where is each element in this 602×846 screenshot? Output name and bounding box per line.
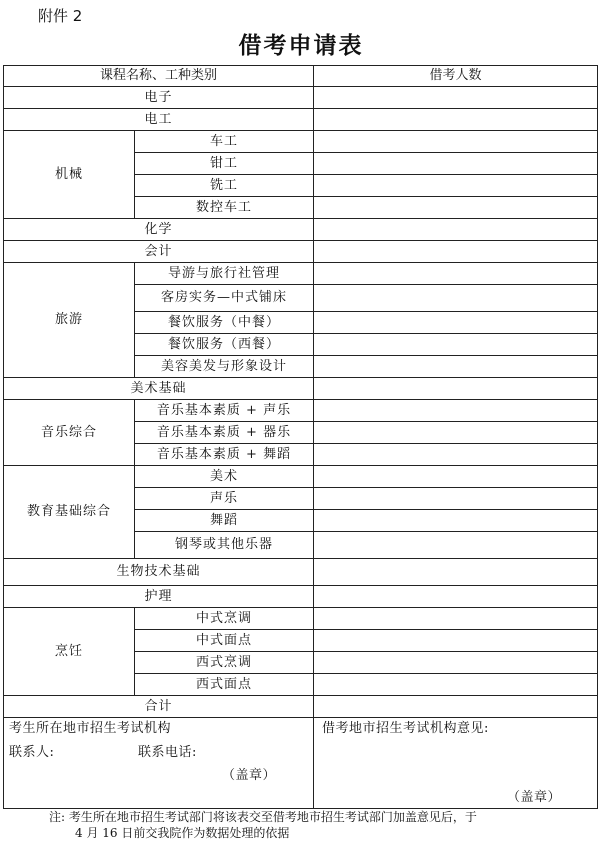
- count-cell[interactable]: [314, 263, 598, 285]
- header-count: 借考人数: [314, 66, 598, 87]
- count-cell[interactable]: [314, 87, 598, 109]
- subcourse-cell: 钳工: [135, 153, 314, 175]
- footnote: [49, 809, 589, 841]
- course-cell: 会计: [4, 241, 314, 263]
- course-cell: 美术基础: [4, 378, 314, 400]
- count-cell[interactable]: [314, 559, 598, 586]
- subcourse-cell: 餐饮服务（西餐）: [135, 334, 314, 356]
- subcourse-cell: 中式面点: [135, 630, 314, 652]
- count-cell[interactable]: [314, 153, 598, 175]
- subcourse-cell: 声乐: [135, 488, 314, 510]
- table-row: [4, 87, 598, 109]
- subcourse-cell: 餐饮服务（中餐）: [135, 312, 314, 334]
- course-cell: 护理: [4, 586, 314, 608]
- count-cell[interactable]: [314, 219, 598, 241]
- count-cell[interactable]: [314, 444, 598, 466]
- group-cell-jixie: 机械: [4, 131, 135, 219]
- subcourse-cell: 美术: [135, 466, 314, 488]
- count-cell[interactable]: [314, 312, 598, 334]
- count-cell[interactable]: [314, 652, 598, 674]
- count-cell[interactable]: [314, 400, 598, 422]
- stamp-right: （盖章）: [507, 790, 562, 805]
- subcourse-cell: 音乐基本素质 + 声乐: [135, 400, 314, 422]
- subcourse-cell: 西式面点: [135, 674, 314, 696]
- count-cell[interactable]: [314, 608, 598, 630]
- footnote-line1: 注: 考生所在地市招生考试部门将该表交至借考地市招生考试部门加盖意见后，于: [49, 810, 477, 824]
- group-cell-pengren: 烹饪: [4, 608, 135, 696]
- attachment-label: 附件 2: [38, 7, 83, 25]
- count-cell[interactable]: [314, 334, 598, 356]
- total-count-cell[interactable]: [314, 696, 598, 718]
- stamp-left: （盖章）: [222, 768, 277, 783]
- phone-label: 联系电话:: [138, 745, 197, 760]
- table-row: [4, 241, 598, 263]
- subcourse-cell: 车工: [135, 131, 314, 153]
- total-label: 合计: [4, 696, 314, 718]
- count-cell[interactable]: [314, 175, 598, 197]
- table-row: [4, 131, 598, 153]
- subcourse-cell: 西式烹调: [135, 652, 314, 674]
- subcourse-cell: 客房实务—中式铺床: [135, 285, 314, 312]
- group-cell-yinyue: 音乐综合: [4, 400, 135, 466]
- course-cell: 生物技术基础: [4, 559, 314, 586]
- footnote-line2: 4 月 16 日前交我院作为数据处理的依据: [75, 826, 290, 840]
- origin-agency-label: 考生所在地市招生考试机构: [9, 721, 172, 736]
- table-row: [4, 586, 598, 608]
- count-cell[interactable]: [314, 466, 598, 488]
- subcourse-cell: 数控车工: [135, 197, 314, 219]
- subcourse-cell: 铣工: [135, 175, 314, 197]
- table-row: [4, 263, 598, 285]
- subcourse-cell: 导游与旅行社管理: [135, 263, 314, 285]
- header-course: 课程名称、工种类别: [4, 66, 314, 87]
- table-row: [4, 378, 598, 400]
- origin-agency-cell[interactable]: [4, 718, 314, 809]
- count-cell[interactable]: [314, 532, 598, 559]
- subcourse-cell: 美容美发与形象设计: [135, 356, 314, 378]
- course-cell: 电工: [4, 109, 314, 131]
- table-row: [4, 219, 598, 241]
- count-cell[interactable]: [314, 630, 598, 652]
- subcourse-cell: 音乐基本素质 + 器乐: [135, 422, 314, 444]
- group-cell-jiaoyu: 教育基础综合: [4, 466, 135, 559]
- count-cell[interactable]: [314, 285, 598, 312]
- count-cell[interactable]: [314, 674, 598, 696]
- count-cell[interactable]: [314, 356, 598, 378]
- table-row: [4, 559, 598, 586]
- count-cell[interactable]: [314, 586, 598, 608]
- course-cell: 电子: [4, 87, 314, 109]
- course-cell: 化学: [4, 219, 314, 241]
- table-row: [4, 466, 598, 488]
- count-cell[interactable]: [314, 378, 598, 400]
- count-cell[interactable]: [314, 510, 598, 532]
- count-cell[interactable]: [314, 488, 598, 510]
- subcourse-cell: 舞蹈: [135, 510, 314, 532]
- table-row: [4, 608, 598, 630]
- count-cell[interactable]: [314, 109, 598, 131]
- total-row: [4, 696, 598, 718]
- contact-label: 联系人:: [9, 745, 55, 760]
- table-row: [4, 109, 598, 131]
- count-cell[interactable]: [314, 197, 598, 219]
- count-cell[interactable]: [314, 241, 598, 263]
- group-cell-lvyou: 旅游: [4, 263, 135, 378]
- application-table: [3, 65, 598, 809]
- target-agency-cell[interactable]: [314, 718, 598, 809]
- footer-row: [4, 718, 598, 809]
- form-title: 借考申请表: [238, 32, 364, 59]
- target-agency-label: 借考地市招生考试机构意见:: [322, 721, 489, 736]
- count-cell[interactable]: [314, 422, 598, 444]
- subcourse-cell: 中式烹调: [135, 608, 314, 630]
- subcourse-cell: 音乐基本素质 + 舞蹈: [135, 444, 314, 466]
- subcourse-cell: 钢琴或其他乐器: [135, 532, 314, 559]
- table-row: [4, 400, 598, 422]
- count-cell[interactable]: [314, 131, 598, 153]
- table-header-row: [4, 66, 598, 87]
